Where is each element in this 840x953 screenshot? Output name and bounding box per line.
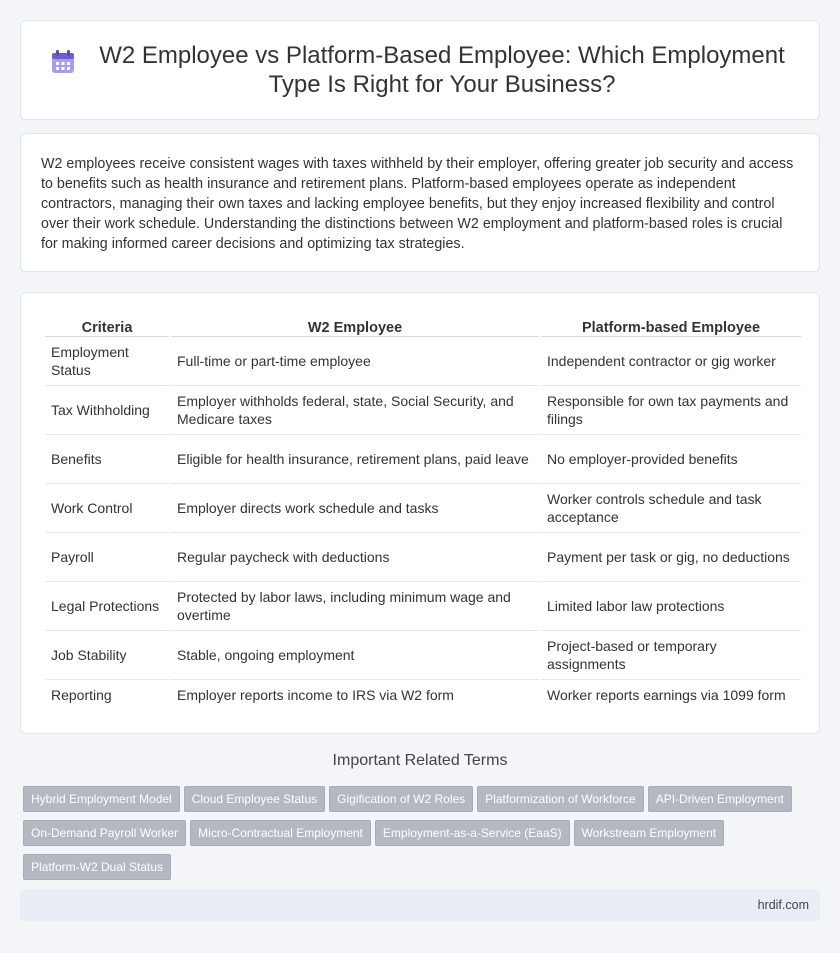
comparison-card xyxy=(20,292,820,734)
platform-cell: Limited labor law protections xyxy=(541,582,801,631)
related-tag[interactable]: Platformization of Workforce xyxy=(477,786,644,812)
platform-cell: Worker controls schedule and task acceptance xyxy=(541,484,801,533)
criteria-cell: Benefits xyxy=(45,435,169,484)
related-tag[interactable]: On-Demand Payroll Worker xyxy=(23,820,186,846)
platform-cell: Responsible for own tax payments and filings xyxy=(541,386,801,435)
criteria-cell: Reporting xyxy=(51,687,112,703)
footer xyxy=(20,889,820,921)
w2-cell: Stable, ongoing employment xyxy=(171,631,539,680)
w2-cell: Eligible for health insurance, retirement plans, paid leave xyxy=(171,435,539,484)
related-tag[interactable]: Gigification of W2 Roles xyxy=(329,786,473,812)
header-criteria: Criteria xyxy=(45,311,169,337)
table-row xyxy=(45,435,801,484)
criteria-cell: Work Control xyxy=(45,484,169,533)
platform-cell: Project-based or temporary assignments xyxy=(541,631,801,680)
platform-cell: Payment per task or gig, no deductions xyxy=(541,533,801,582)
criteria-cell: Legal Protections xyxy=(45,582,169,631)
platform-cell: Worker reports earnings via 1099 form xyxy=(547,687,786,703)
header-w2-employee: W2 Employee xyxy=(171,311,539,337)
table-header-row xyxy=(45,311,801,337)
criteria-cell: Payroll xyxy=(45,533,169,582)
w2-cell: Employer directs work schedule and tasks xyxy=(171,484,539,533)
title-wrap xyxy=(50,41,790,99)
table-row xyxy=(45,680,801,710)
footer-site-link[interactable]: hrdif.com xyxy=(757,898,809,912)
title-card xyxy=(20,20,820,120)
w2-cell: Protected by labor laws, including minimum wage and overtime xyxy=(171,582,539,631)
related-tag[interactable]: API-Driven Employment xyxy=(648,786,792,812)
calendar-icon xyxy=(50,49,76,75)
platform-cell: No employer-provided benefits xyxy=(541,435,801,484)
comparison-table xyxy=(43,311,803,710)
table-row xyxy=(45,631,801,680)
related-tag[interactable]: Workstream Employment xyxy=(574,820,724,846)
w2-cell: Employer reports income to IRS via W2 form xyxy=(177,687,454,703)
intro-card xyxy=(20,133,820,272)
related-tag[interactable]: Platform-W2 Dual Status xyxy=(23,854,171,880)
w2-cell: Employer withholds federal, state, Social Security, and Medicare taxes xyxy=(171,386,539,435)
table-row xyxy=(45,533,801,582)
related-tag[interactable]: Cloud Employee Status xyxy=(184,786,325,812)
table-row xyxy=(45,484,801,533)
related-tag[interactable]: Hybrid Employment Model xyxy=(23,786,180,812)
related-terms-title: Important Related Terms xyxy=(332,752,508,769)
criteria-cell: Job Stability xyxy=(45,631,169,680)
related-tag[interactable]: Employment-as-a-Service (EaaS) xyxy=(375,820,570,846)
w2-cell: Full-time or part-time employee xyxy=(171,337,539,386)
table-row xyxy=(45,337,801,386)
platform-cell: Independent contractor or gig worker xyxy=(541,337,801,386)
criteria-cell: Employment Status xyxy=(45,337,169,386)
intro-paragraph: W2 employees receive consistent wages with taxes withheld by their employer, offering greater job security and access to benefits such as health insurance and retirement plans. Platform-based employees operate as independent contractors, managing their own taxes and lacking employee benefits, but they enjoy increased flexibility and control over their work schedule. Understanding the distinctions between W2 employment and platform-based roles is crucial for making informed career decisions and optimizing tax strategies. xyxy=(41,156,794,252)
page-title: W2 Employee vs Platform-Based Employee: Which Employment Type Is Right for Your Business? xyxy=(99,42,785,98)
related-tag[interactable]: Micro-Contractual Employment xyxy=(190,820,371,846)
table-row xyxy=(45,582,801,631)
table-row xyxy=(45,386,801,435)
w2-cell: Regular paycheck with deductions xyxy=(171,533,539,582)
related-terms-tags xyxy=(23,786,823,888)
header-platform-employee: Platform-based Employee xyxy=(541,311,801,337)
criteria-cell: Tax Withholding xyxy=(45,386,169,435)
